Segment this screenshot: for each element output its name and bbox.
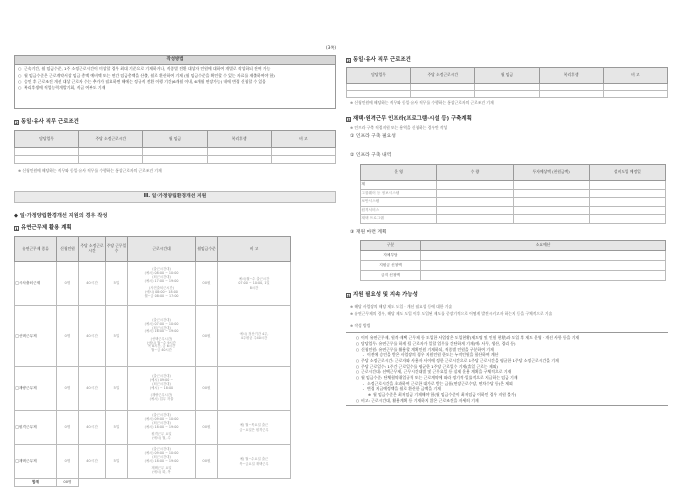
table-cell[interactable] (513, 206, 589, 215)
col-header: 주당 근무일수 (106, 237, 128, 262)
bullet-mark: ○ (355, 375, 360, 380)
table-cell[interactable] (589, 215, 665, 224)
bullet-mark: ○ (355, 346, 360, 352)
guide-text: 근속기간, 월 임금수준, 1주 소정근로시간이 미상할 경우 최대 기준으로 기재하거나, 직종별 전환 대상자 인원에 대하여 개별로 작성하되 잔여 가능 (24, 66, 271, 72)
section-title: 재택·원격근무 인프라(프로그램·시설 등) 구축계획 (353, 116, 472, 122)
days-cell[interactable]: 5일 (106, 411, 128, 445)
col-header: 신청인원 (57, 237, 79, 262)
table-cell[interactable] (271, 156, 335, 164)
table-cell[interactable] (589, 181, 665, 190)
sub-heading: ② 인프라 구축 내역 (350, 153, 392, 158)
count-cell[interactable]: 0명 (57, 411, 79, 445)
bullet-mark: ○ (18, 85, 22, 91)
subhead: ◆ 일·가정양립환경개선 지원의 경우 작성 (14, 213, 108, 219)
col-header: 담당업무 (15, 131, 79, 148)
bullet-mark: ○ (18, 78, 22, 84)
total-count[interactable]: 00명 (57, 479, 79, 487)
table-row (361, 198, 666, 207)
count-cell[interactable]: 0명 (57, 262, 79, 306)
row-label: 지원금 신청액 (361, 261, 421, 271)
table-cell[interactable] (15, 148, 79, 156)
table-row (15, 445, 291, 479)
empty-cell (218, 479, 291, 487)
table-cell[interactable] (143, 156, 207, 164)
table-cell[interactable] (79, 156, 143, 164)
col-header: 담당업무 (347, 68, 411, 84)
howto-text: 소정근로시간을 초과하여 근로한 대가로 받는 금품(연장근로수당, 연차수당 등)은 제외 (367, 380, 513, 386)
section-note: ※ 신청인원에 해당하는 직무와 동일·유사 직무를 수행하는 통상근로자의 근로조건 기재 (18, 168, 162, 173)
table-cell[interactable] (437, 215, 513, 224)
table-row (347, 91, 668, 98)
col-header: 투자예상액 (천원금액) (513, 165, 589, 181)
table-row (361, 181, 666, 190)
section-heading (346, 57, 411, 64)
table-cell[interactable] (207, 148, 271, 156)
guide-list (15, 65, 335, 91)
table-cell[interactable] (539, 84, 603, 91)
howto-text: 월 임금수준: 단체협약취업규칙 또는 근로계약에 따라 정기적·일률적으로 지급하는 임금 기재 (361, 375, 518, 380)
howto-text: 변경 지급예정액을 월로 환산한 금액을 기재 (367, 386, 441, 392)
bullet-mark: ○ (355, 369, 360, 375)
howto-text: 담당업무: 유연근무를 하게 될 근로자가 일할 업무를 간단하게 기재(예: 사무, 생산, 경리 등) (361, 340, 516, 346)
days-cell[interactable]: 5일 (106, 445, 128, 479)
table-cell[interactable] (539, 91, 603, 98)
howto-text: 월 임금수준은 최저임금 기재해야 함(월 임금수준이 최저임금 이하인 경우 지원 불가) (373, 392, 517, 398)
table-cell[interactable] (421, 271, 666, 281)
col-header: 구분 (361, 241, 421, 251)
guide-text: 월 임금수준은 근로계약서상 임금 총액 예비액 또는 연간 임금총액을 산출, 월로 환산하여 기재 (월 임금수준을 확인할 수 있는 자료를 제출하여야 함) (24, 72, 275, 78)
similar-job-table (14, 130, 336, 164)
table-row (15, 306, 291, 367)
guide-title: 작성방법 (15, 56, 335, 65)
work-type-checkbox[interactable]: □재택근무제 (15, 445, 57, 479)
section-note: ※ 해당 사업장의 해당 제도 도입 · 개선 필요성 등에 대한 기술 (350, 304, 453, 309)
empty-cell (196, 479, 218, 487)
howto-item (348, 397, 666, 403)
bullet-mark: ○ (18, 72, 22, 78)
section-title: 지원 필요성 및 지속 가능성 (353, 292, 418, 298)
time-cell[interactable]: (출근시간대) (예시) 09:00 ~ 10:00 (퇴근시간대) (예시) 18:00 ~ 19:00 원격근무 요일 (예시) 월, 수 (128, 411, 196, 445)
guide-box (14, 55, 336, 109)
col-header: 복리후생 (207, 131, 271, 148)
section-heading (346, 116, 472, 123)
count-cell[interactable]: 0명 (57, 445, 79, 479)
table-cell[interactable] (79, 148, 143, 156)
time-cell[interactable]: (출근시간대) (예시) 09:00 ~ 10:00 (퇴근시간대) (예시) 18:00 ~ 19:00 재택근무 요일 (예시) 화, 목 (128, 445, 196, 479)
table-cell[interactable] (347, 91, 411, 98)
table-cell[interactable] (475, 91, 539, 98)
table-cell[interactable] (207, 156, 271, 164)
wage-cell[interactable]: 00원 (196, 262, 218, 306)
bullet-mark: ○ (355, 363, 360, 369)
memo-cell[interactable]: 예) 월~목요일 출근 금~요일은 원격근무 (218, 411, 291, 445)
col-header: 월 임금 (475, 68, 539, 84)
hours-cell[interactable]: 40시간 (79, 411, 106, 445)
wage-cell[interactable]: 00원 (196, 306, 218, 367)
section-heading (14, 225, 72, 232)
total-row (15, 479, 291, 487)
col-header: 복리후생 (539, 68, 603, 84)
table-cell[interactable] (437, 198, 513, 207)
memo-cell[interactable]: 예시)월~수 출근시간 07:00 ~ 10:00, 1일 8시간 (218, 262, 291, 306)
row-label: 재택 프로그램 (361, 215, 437, 224)
time-cell[interactable]: (출근시간대) (예시) 08:00 ~ 10:00 (퇴근시간대) (예시) 17:00 ~ 19:00 (사전출퇴근시간) (예시) 08:00~ 18:00 월~금 08:00 ~ 17:00 (128, 262, 196, 306)
table-cell[interactable] (143, 148, 207, 156)
days-cell[interactable]: 5일 (106, 262, 128, 306)
bullet-mark: ※ (367, 392, 372, 398)
col-header: 주당 소정근로시간 (411, 68, 475, 84)
sub-heading: ③ 재원 마련 계획 (350, 230, 387, 235)
memo-cell[interactable] (218, 367, 291, 411)
section-number: 4 (347, 294, 350, 298)
table-cell[interactable] (603, 84, 667, 91)
col-header: 설비도입 예정일 (589, 165, 665, 181)
table-row (361, 271, 666, 281)
days-cell[interactable]: 5일 (106, 367, 128, 411)
empty-cell (128, 479, 196, 487)
row-label: 보안시스템 (361, 198, 437, 207)
bullet-mark: ○ (355, 397, 360, 403)
table-row (347, 84, 668, 91)
page-number: (3쪽) (326, 45, 336, 50)
work-type-checkbox[interactable]: □원격근무제 (15, 411, 57, 445)
guide-text: 복리후생에 직업능력개발기회, 직급 여부도 기재 (24, 85, 106, 91)
col-header: 근로시간대 (128, 237, 196, 262)
hours-cell[interactable]: 40시간 (79, 262, 106, 306)
howto-text: 비고: 근로시간대, 활용계획 등 기재하지 않은 근로조건을 자세히 기재 (361, 397, 479, 403)
bullet-mark: - (362, 352, 365, 358)
row-label: 원격서비스 (361, 206, 437, 215)
work-type-checkbox[interactable]: □선택근무제 (15, 306, 57, 367)
howto-title: ※ 작성 방법 (350, 323, 371, 328)
section-number: 2 (15, 121, 18, 125)
bullet-mark: - (362, 386, 365, 392)
col-header: 수 량 (437, 165, 513, 181)
howto-box (346, 332, 668, 406)
table-cell[interactable] (589, 206, 665, 215)
wage-cell[interactable]: 00원 (196, 445, 218, 479)
bullet-mark: - (362, 380, 365, 386)
table-row (15, 156, 336, 164)
col-header: 월임금수준 (196, 237, 218, 262)
table-cell[interactable] (513, 181, 589, 190)
table-row (361, 251, 666, 261)
similar-job-table-right (346, 67, 668, 98)
wage-cell[interactable]: 00원 (196, 411, 218, 445)
work-type-checkbox[interactable]: □시차출퇴근제 (15, 262, 57, 306)
section-title: 유연근무제 활용 계획 (21, 225, 72, 231)
howto-text: 주당 소정근로시간: 근로자와 사용자 사이에 정한 근로시간으로 1주당 근로시간을 평균한 1주당 소정근로시간을 기재 (361, 357, 559, 363)
howto-text: 이미 유연근무제, 원격·재택 근무제 등 도입한 사업장은 도입현황(제도명 및 인원 현황)과 도입 후 제도 운영 · 개선 사항 등을 기재 (361, 335, 580, 341)
empty-cell (106, 479, 128, 487)
bullet-mark: ○ (355, 335, 360, 341)
bullet-mark: ○ (355, 340, 360, 346)
guide-text: 승인 후 근로조건 개선 대상 근로자 수는 추가가 필요하면 해에는 정규직 전환 이행 기간(6개월 이내, 6개월 연장가능) 내에 변경 신청할 수 있음 (24, 78, 266, 84)
row-label: 계 (361, 181, 437, 190)
col-header: 비 고 (603, 68, 667, 84)
howto-text: 근로시간대: 선택근무제, 근무시간대별 및 근무요일 등 실제 운용 계획을 구체적으로 기재 (361, 369, 512, 375)
howto-text: 이전에 승인을 받은 사업장의 경우 지원인원 한도는 누적인원을 합산하여 계산 (367, 352, 499, 358)
col-header: 운 영 (361, 165, 437, 181)
table-cell[interactable] (513, 215, 589, 224)
row-label: 금지 신청액 (361, 271, 421, 281)
table-cell[interactable] (421, 261, 666, 271)
table-cell[interactable] (437, 181, 513, 190)
time-cell[interactable]: (출근시간대) (예시) 09:00 ~ (퇴근시간대) (예시) ~ 18:00 (재량근무시간) (예시) 업무 자율 (128, 367, 196, 411)
memo-cell[interactable]: 예) 월~수요일 출근 목~금요일 재택근무 (218, 445, 291, 479)
table-cell[interactable] (513, 189, 589, 198)
howto-text: 신청인원: 유연근무를 활용할 계획인원 기재하되, 직종별 인원을 구분하여 기재 (361, 346, 494, 352)
section-heading (346, 292, 418, 299)
col-header: 월 임금 (143, 131, 207, 148)
table-row (15, 262, 291, 306)
col-header: 유연근무제 종류 (15, 237, 57, 262)
col-header: 비 고 (218, 237, 291, 262)
section-heading (14, 119, 79, 126)
table-row (361, 261, 666, 271)
col-header: 주당 소정근로시간 (79, 237, 106, 262)
table-cell[interactable] (475, 84, 539, 91)
col-header: 비 고 (271, 131, 335, 148)
col-header: 소요예산 (421, 241, 666, 251)
days-cell[interactable]: 5일 (106, 306, 128, 367)
table-cell[interactable] (347, 84, 411, 91)
work-type-checkbox[interactable]: □재량근무제 (15, 367, 57, 411)
wage-cell[interactable]: 00원 (196, 367, 218, 411)
empty-cell (79, 479, 106, 487)
section-title: 동일·유사 직무 근로조건 (353, 57, 411, 63)
table-cell[interactable] (437, 189, 513, 198)
table-cell[interactable] (437, 206, 513, 215)
table-cell[interactable] (513, 198, 589, 207)
funding-table (360, 240, 666, 281)
table-cell[interactable] (271, 148, 335, 156)
table-row (361, 206, 666, 215)
table-cell[interactable] (15, 156, 79, 164)
table-row (15, 411, 291, 445)
section-number: 1 (15, 227, 18, 231)
flex-work-table (14, 236, 291, 487)
table-row (15, 148, 336, 156)
table-cell[interactable] (411, 84, 475, 91)
section-number: 3 (347, 118, 350, 122)
table-row (15, 367, 291, 411)
section-note: ※ 유연근무제의 경우, 해당 제도 도입 이후 도입된 제도를 중장기적으로 어떻게 발전시키고자 하는지 등을 구체적으로 기술 (350, 311, 553, 316)
table-row (361, 215, 666, 224)
total-label: 합계 (15, 479, 57, 487)
infra-table (360, 164, 666, 224)
hours-cell[interactable]: 40시간 (79, 445, 106, 479)
row-label: 자체부담 (361, 251, 421, 261)
table-cell[interactable] (603, 91, 667, 98)
section-banner: Ⅲ. 일·가정양립환경개선 지원 (14, 191, 336, 203)
table-cell[interactable] (411, 91, 475, 98)
row-label: 그룹웨어 등 정보시스템 (361, 189, 437, 198)
guide-item (15, 85, 335, 91)
section-note: ※ 인프라 구축 직접지원 또는 용역을 신청하는 경우만 작성 (350, 125, 448, 130)
section-note: ※ 신청인원에 해당하는 직무와 동일·유사 직무를 수행하는 통상근로자의 근로조건 기재 (350, 100, 494, 105)
table-row (361, 189, 666, 198)
sub-heading: ① 인프라 구축 필요성 (350, 134, 396, 139)
bullet-mark: ○ (355, 357, 360, 363)
section-number: 2 (347, 59, 350, 63)
col-header: 주당 소정근로시간 (79, 131, 143, 148)
bullet-mark: ○ (18, 66, 22, 72)
table-cell[interactable] (589, 198, 665, 207)
hours-cell[interactable]: 40시간 (79, 306, 106, 367)
howto-text: 주당 근로일수: 1주간 근로일수를 평균한 1주당 근로일수 기재(휴일 근로는 제외) (361, 363, 498, 369)
count-cell[interactable]: 0명 (57, 306, 79, 367)
hours-cell[interactable]: 40시간 (79, 367, 106, 411)
time-cell[interactable]: (출근시간대) (예시) 07:00 ~ 10:00 (퇴근시간대) (예시) 16:00 ~ 19:00 (선택근무시간) (예시) 월~수 9시간 목 8시간, 금 6시간 월~금 40시간 (128, 306, 196, 367)
table-cell[interactable] (421, 251, 666, 261)
table-cell[interactable] (589, 189, 665, 198)
memo-cell[interactable]: 예시) 정산기간 4주, 4주평균 주40시간 (218, 306, 291, 367)
count-cell[interactable]: 0명 (57, 367, 79, 411)
section-title: 동일·유사 직무 근로조건 (21, 119, 79, 125)
